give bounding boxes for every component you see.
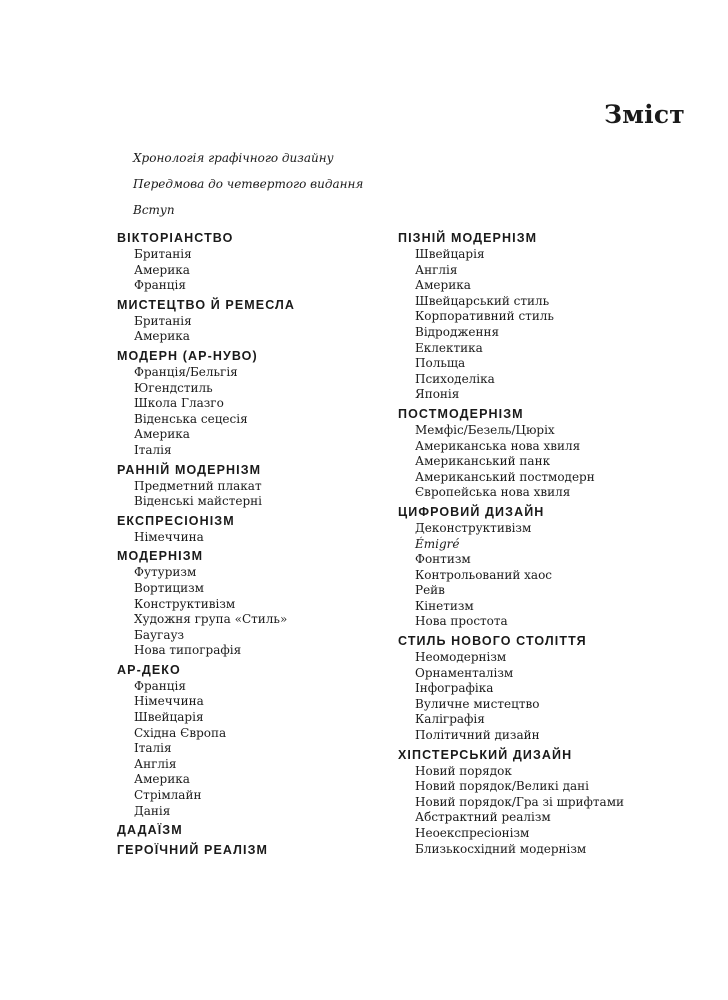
frontmatter-item[interactable]: Хронологія графічного дизайну: [133, 151, 334, 165]
toc-section: [117, 229, 295, 294]
toc-entry[interactable]: Америка: [134, 329, 190, 344]
toc-entry[interactable]: Школа Глазго: [134, 396, 224, 411]
section-items: [398, 521, 624, 630]
section-title[interactable]: СТИЛЬ НОВОГО СТОЛІТТЯ: [398, 634, 587, 649]
frontmatter-item[interactable]: Передмова до четвертого видання: [133, 177, 364, 191]
toc-entry[interactable]: Віденська сецесія: [134, 411, 248, 426]
toc-entry[interactable]: Неомодернізм: [415, 650, 507, 665]
toc-entry[interactable]: Швейцарія: [134, 710, 204, 725]
toc-entry[interactable]: Новий порядок: [415, 763, 512, 778]
toc-section: [398, 746, 624, 858]
toc-entry[interactable]: Стрімлайн: [134, 788, 202, 803]
toc-entry[interactable]: Данія: [134, 803, 171, 818]
toc-section: [398, 229, 624, 403]
toc-entry[interactable]: Психоделіка: [415, 371, 495, 386]
toc-entry[interactable]: Еклектика: [415, 340, 483, 355]
section-items: [117, 530, 295, 546]
toc-left-column: [117, 229, 295, 861]
section-title[interactable]: ПОСТМОДЕРНІЗМ: [398, 406, 524, 421]
toc-entry[interactable]: Франція: [134, 678, 186, 693]
frontmatter-item[interactable]: Вступ: [133, 203, 175, 217]
section-title[interactable]: ХІПСТЕРСЬКИЙ ДИЗАЙН: [398, 747, 573, 762]
toc-entry[interactable]: Новий порядок/Великі дані: [415, 779, 589, 794]
toc-entry[interactable]: Корпоративний стиль: [415, 309, 554, 324]
section-items: [117, 479, 295, 510]
section-items: [398, 247, 624, 403]
toc-entry[interactable]: Деконструктивізм: [415, 520, 532, 535]
toc-entry[interactable]: Відродження: [415, 324, 500, 339]
page-title: Зміст: [604, 100, 685, 129]
toc-entry[interactable]: Фонтизм: [415, 552, 471, 567]
toc-entry[interactable]: Швейцарський стиль: [415, 293, 550, 308]
toc-section: [117, 512, 295, 546]
section-title[interactable]: РАННІЙ МОДЕРНІЗМ: [117, 462, 262, 477]
toc-entry[interactable]: Конструктивізм: [134, 596, 236, 611]
toc-section: [117, 296, 295, 345]
section-items: [117, 314, 295, 345]
toc-entry[interactable]: Рейв: [415, 583, 445, 598]
toc-entry[interactable]: Предметний плакат: [134, 478, 262, 493]
toc-entry[interactable]: Каліграфія: [415, 712, 485, 727]
section-title[interactable]: ГЕРОЇЧНИЙ РЕАЛІЗМ: [117, 843, 269, 858]
toc-entry[interactable]: Кінетизм: [415, 598, 474, 613]
toc-entry[interactable]: Японія: [415, 387, 460, 402]
toc-entry[interactable]: Нова типографія: [134, 643, 242, 658]
section-title[interactable]: ДАДАЇЗМ: [117, 823, 183, 838]
section-items: [117, 247, 295, 294]
toc-section: [117, 461, 295, 510]
toc-section: [117, 841, 295, 859]
toc-entry[interactable]: Мемфіс/Безель/Цюріх: [415, 422, 555, 437]
toc-entry[interactable]: Америка: [134, 427, 190, 442]
toc-entry[interactable]: Східна Європа: [134, 725, 227, 740]
toc-entry[interactable]: Польща: [415, 356, 466, 371]
toc-entry[interactable]: Інфографіка: [415, 681, 494, 696]
section-items: [117, 365, 295, 459]
toc-entry[interactable]: Британія: [134, 247, 192, 261]
toc-entry[interactable]: Югендстиль: [134, 380, 213, 395]
toc-entry[interactable]: Америка: [134, 262, 190, 277]
toc-entry[interactable]: Віденські майстерні: [134, 494, 263, 509]
toc-section: [117, 347, 295, 459]
toc-entry[interactable]: Художня група «Стиль»: [134, 612, 288, 627]
toc-entry[interactable]: Італія: [134, 741, 172, 756]
section-items: [398, 423, 624, 501]
toc-entry[interactable]: Британія: [134, 313, 192, 328]
toc-entry[interactable]: Швейцарія: [415, 247, 485, 261]
toc-entry[interactable]: Німеччина: [134, 694, 204, 709]
section-title[interactable]: АР-ДЕКО: [117, 662, 181, 677]
toc-entry[interactable]: Неоекспресіонізм: [415, 826, 530, 840]
toc-entry[interactable]: Франція/Бельгія: [134, 364, 238, 379]
section-items: [398, 764, 624, 858]
toc-entry[interactable]: Політичний дизайн: [415, 728, 540, 743]
toc-entry[interactable]: Німеччина: [134, 529, 204, 544]
toc-entry[interactable]: Америка: [415, 278, 471, 293]
section-title[interactable]: МОДЕРН (АР-НУВО): [117, 348, 258, 363]
toc-entry[interactable]: Футуризм: [134, 565, 197, 580]
toc-entry[interactable]: Європейська нова хвиля: [415, 485, 571, 500]
toc-entry[interactable]: Émigré: [415, 536, 460, 551]
toc-section: [117, 821, 295, 839]
toc-entry[interactable]: Американський постмодерн: [415, 469, 595, 484]
toc-entry[interactable]: Близькосхідний модернізм: [415, 841, 587, 856]
section-title[interactable]: ЦИФРОВИЙ ДИЗАЙН: [398, 504, 545, 519]
section-items: [117, 679, 295, 819]
section-title[interactable]: ЕКСПРЕСІОНІЗМ: [117, 513, 235, 528]
toc-right-column: [398, 229, 624, 859]
toc-entry[interactable]: Новий порядок/Гра зі шрифтами: [415, 794, 625, 809]
toc-entry[interactable]: Абстрактний реалізм: [415, 810, 551, 825]
toc-entry[interactable]: Баугауз: [134, 627, 185, 642]
toc-entry[interactable]: Англія: [134, 756, 177, 771]
toc-entry[interactable]: Франція: [134, 278, 186, 293]
toc-section: [398, 503, 624, 630]
toc-section: [117, 661, 295, 819]
toc-section: [398, 405, 624, 501]
toc-entry[interactable]: Контрольований хаос: [415, 567, 553, 582]
toc-entry[interactable]: Вуличне мистецтво: [415, 696, 540, 711]
toc-entry[interactable]: Американський панк: [415, 454, 551, 469]
toc-entry[interactable]: Італія: [134, 442, 172, 457]
section-items: [117, 565, 295, 659]
frontmatter-list: [133, 150, 363, 228]
section-title[interactable]: ВІКТОРІАНСТВО: [117, 231, 234, 245]
section-title[interactable]: МИСТЕЦТВО Й РЕМЕСЛА: [117, 297, 296, 312]
section-title[interactable]: МОДЕРНІЗМ: [117, 549, 204, 564]
toc-entry[interactable]: Вортицизм: [134, 580, 204, 595]
toc-section: [117, 547, 295, 659]
toc-entry[interactable]: Американська нова хвиля: [415, 438, 581, 453]
toc-section: [398, 632, 624, 744]
toc-entry[interactable]: Нова простота: [415, 614, 508, 629]
toc-entry[interactable]: Америка: [134, 772, 190, 787]
toc-entry[interactable]: Англія: [415, 262, 458, 277]
toc-entry[interactable]: Орнаменталізм: [415, 665, 514, 680]
section-items: [398, 650, 624, 744]
section-title[interactable]: ПІЗНІЙ МОДЕРНІЗМ: [398, 231, 538, 245]
